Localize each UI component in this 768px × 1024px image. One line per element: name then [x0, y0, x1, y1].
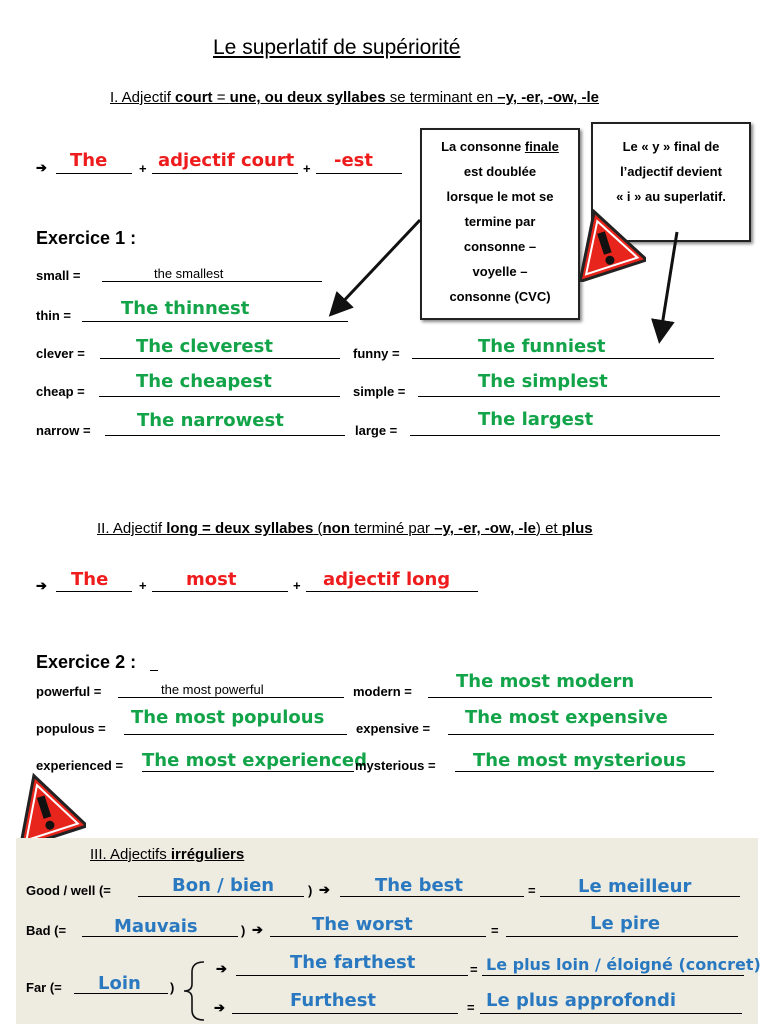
answer-narrow[interactable]: The narrowest [137, 410, 284, 431]
warning-icon [4, 768, 86, 848]
answer-modern[interactable]: The most modern [456, 671, 635, 692]
formula2-part3: adjectif long [323, 569, 451, 590]
answer-large[interactable]: The largest [478, 409, 594, 430]
answer-simple[interactable]: The simplest [478, 371, 608, 392]
formula2-part2: most [186, 569, 237, 590]
formula1-part1: The [70, 150, 108, 171]
answer-cheap[interactable]: The cheapest [136, 371, 272, 392]
formula2-part1: The [71, 569, 109, 590]
answer-powerful[interactable]: the most powerful [161, 682, 264, 697]
superlative-bad[interactable]: The worst [312, 914, 413, 935]
french-good[interactable]: Le meilleur [578, 876, 692, 897]
answer-experienced[interactable]: The most experienced [142, 750, 368, 771]
answer-expensive[interactable]: The most expensive [465, 707, 668, 728]
y-to-i-note-box: Le « y » final de l’adjectif devient « i » au superlatif. [591, 122, 751, 242]
arrow-right-icon: ➔ [216, 961, 227, 976]
arrow-right-icon: ➔ [36, 578, 47, 593]
cvc-note-box: La consonne finale est doublée lorsque le mot se termine par consonne – voyelle – consonne (CVC) [420, 128, 580, 320]
arrow-right-icon: ➔ [319, 882, 330, 897]
answer-small[interactable]: the smallest [154, 266, 224, 281]
exercise2-title: Exercice 2 : [36, 652, 137, 672]
meaning-good[interactable]: Bon / bien [172, 875, 275, 896]
french-far-1[interactable]: Le plus loin / éloigné (concret) [486, 955, 761, 974]
arrow-right-icon: ➔ [252, 922, 263, 937]
section2-heading: II. Adjectif long = deux syllabes (non terminé par –y, -er, -ow, -le) et plus [97, 520, 593, 537]
arrow-right-icon: ➔ [36, 160, 47, 175]
page-title: Le superlatif de supériorité [213, 36, 461, 59]
meaning-far[interactable]: Loin [98, 973, 141, 994]
answer-thin[interactable]: The thinnest [121, 298, 250, 319]
arrow-right-icon: ➔ [214, 1000, 225, 1015]
answer-clever[interactable]: The cleverest [136, 336, 273, 357]
formula1-part2: adjectif court [158, 150, 295, 171]
section1-heading: I. Adjectif court = une, ou deux syllabes se terminant en –y, -er, -ow, -le [110, 89, 599, 106]
meaning-bad[interactable]: Mauvais [114, 916, 198, 937]
section3-heading: III. Adjectifs irréguliers [90, 846, 245, 863]
superlative-far-1[interactable]: The farthest [290, 952, 416, 973]
french-bad[interactable]: Le pire [590, 913, 661, 934]
brace-icon [180, 960, 208, 1022]
answer-mysterious[interactable]: The most mysterious [473, 750, 687, 771]
french-far-2[interactable]: Le plus approfondi [486, 990, 677, 1011]
superlative-far-2[interactable]: Furthest [290, 990, 377, 1011]
formula1-part3: -est [334, 150, 373, 171]
superlative-good[interactable]: The best [375, 875, 463, 896]
answer-funny[interactable]: The funniest [478, 336, 606, 357]
exercise1-title: Exercice 1 : [36, 228, 137, 248]
answer-populous[interactable]: The most populous [131, 707, 325, 728]
